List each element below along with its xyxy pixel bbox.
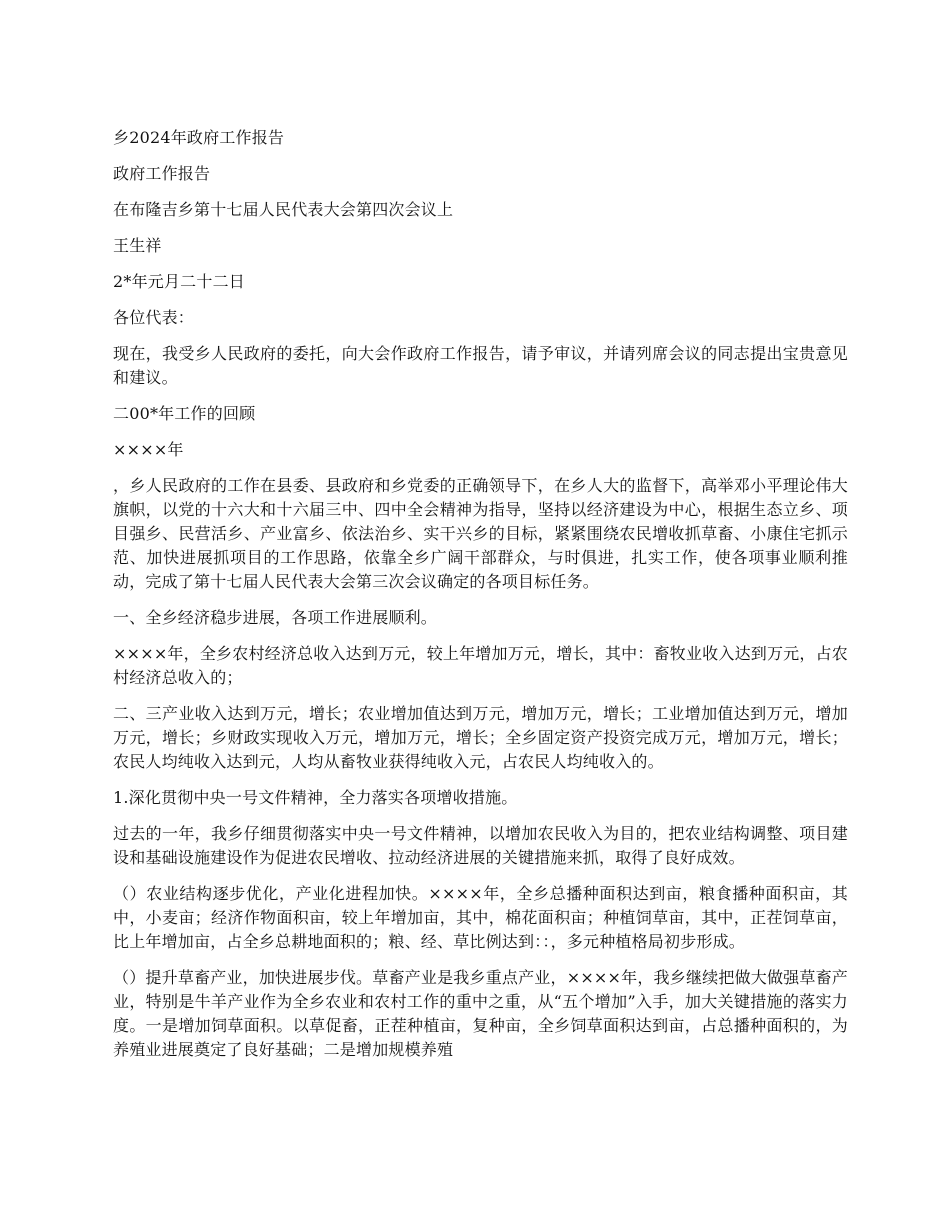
paragraph: ××××年，全乡农村经济总收入达到万元，较上年增加万元，增长，其中：畜牧业收入达到万元，占农村经济总收入的；: [113, 644, 848, 687]
document-body: [113, 126, 848, 1074]
section-heading: 二00*年工作的回顾: [113, 404, 256, 423]
year-line: ××××年: [113, 440, 184, 459]
meeting-line: 在布隆吉乡第十七届人民代表大会第四次会议上: [113, 200, 454, 219]
paragraph: 过去的一年，我乡仔细贯彻落实中央一号文件精神，以增加农民收入为目的，把农业结构调整、项目建设和基础设施建设作为促进农民增收、拉动经济进展的关键措施来抓，取得了良好成效。: [113, 824, 848, 867]
author-name: 王生祥: [113, 236, 162, 255]
document-title: 乡2024年政府工作报告: [113, 128, 285, 147]
paragraph: （）农业结构逐步优化，产业化进程加快。××××年，全乡总播种面积达到亩，粮食播种面积亩，其中，小麦亩；经济作物面积亩，较上年增加亩，其中，棉花面积亩；种植饲草亩，其中，正茬饲草亩，比上年增加亩，占全乡总耕地面积的；粮、经、草比例达到：：，多元种植格局初步形成。: [113, 884, 848, 951]
paragraph: 二、三产业收入达到万元，增长；农业增加值达到万元，增加万元，增长；工业增加值达到万元，增加万元，增长；乡财政实现收入万元，增加万元，增长；全乡固定资产投资完成万元，增加万元，增长；农民人均纯收入达到元，人均从畜牧业获得纯收入元，占农民人均纯收入的。: [113, 704, 848, 771]
report-date: 2*年元月二十二日: [113, 272, 245, 291]
subsection-heading: 1.深化贯彻中央一号文件精神，全力落实各项增收措施。: [113, 788, 518, 807]
section-heading: 一、全乡经济稳步进展，各项工作进展顺利。: [113, 608, 438, 627]
paragraph: 现在，我受乡人民政府的委托，向大会作政府工作报告，请予审议，并请列席会议的同志提出宝贵意见和建议。: [113, 344, 848, 387]
salutation: 各位代表：: [113, 308, 195, 327]
paragraph: ，乡人民政府的工作在县委、县政府和乡党委的正确领导下，在乡人大的监督下，高举邓小平理论伟大旗帜，以党的十六大和十六届三中、四中全会精神为指导，坚持以经济建设为中心，根据生态立乡、项目强乡、民营活乡、产业富乡、依法治乡、实干兴乡的目标，紧紧围绕农民增收抓草畜、小康住宅抓示范、加快进展抓项目的工作思路，依靠全乡广阔干部群众，与时俱进，扎实工作，使各项事业顺利推动，完成了第十七届人民代表大会第三次会议确定的各项目标任务。: [113, 476, 848, 591]
paragraph: （）提升草畜产业，加快进展步伐。草畜产业是我乡重点产业，××××年，我乡继续把做大做强草畜产业，特别是牛羊产业作为全乡农业和农村工作的重中之重，从“五个增加”入手，加大关键措施的落实力度。一是增加饲草面积。以草促畜，正茬种植亩，复种亩，全乡饲草面积达到亩，占总播种面积的，为养殖业进展奠定了良好基础；二是增加规模养殖: [113, 968, 848, 1059]
report-subtitle: 政府工作报告: [113, 164, 211, 183]
